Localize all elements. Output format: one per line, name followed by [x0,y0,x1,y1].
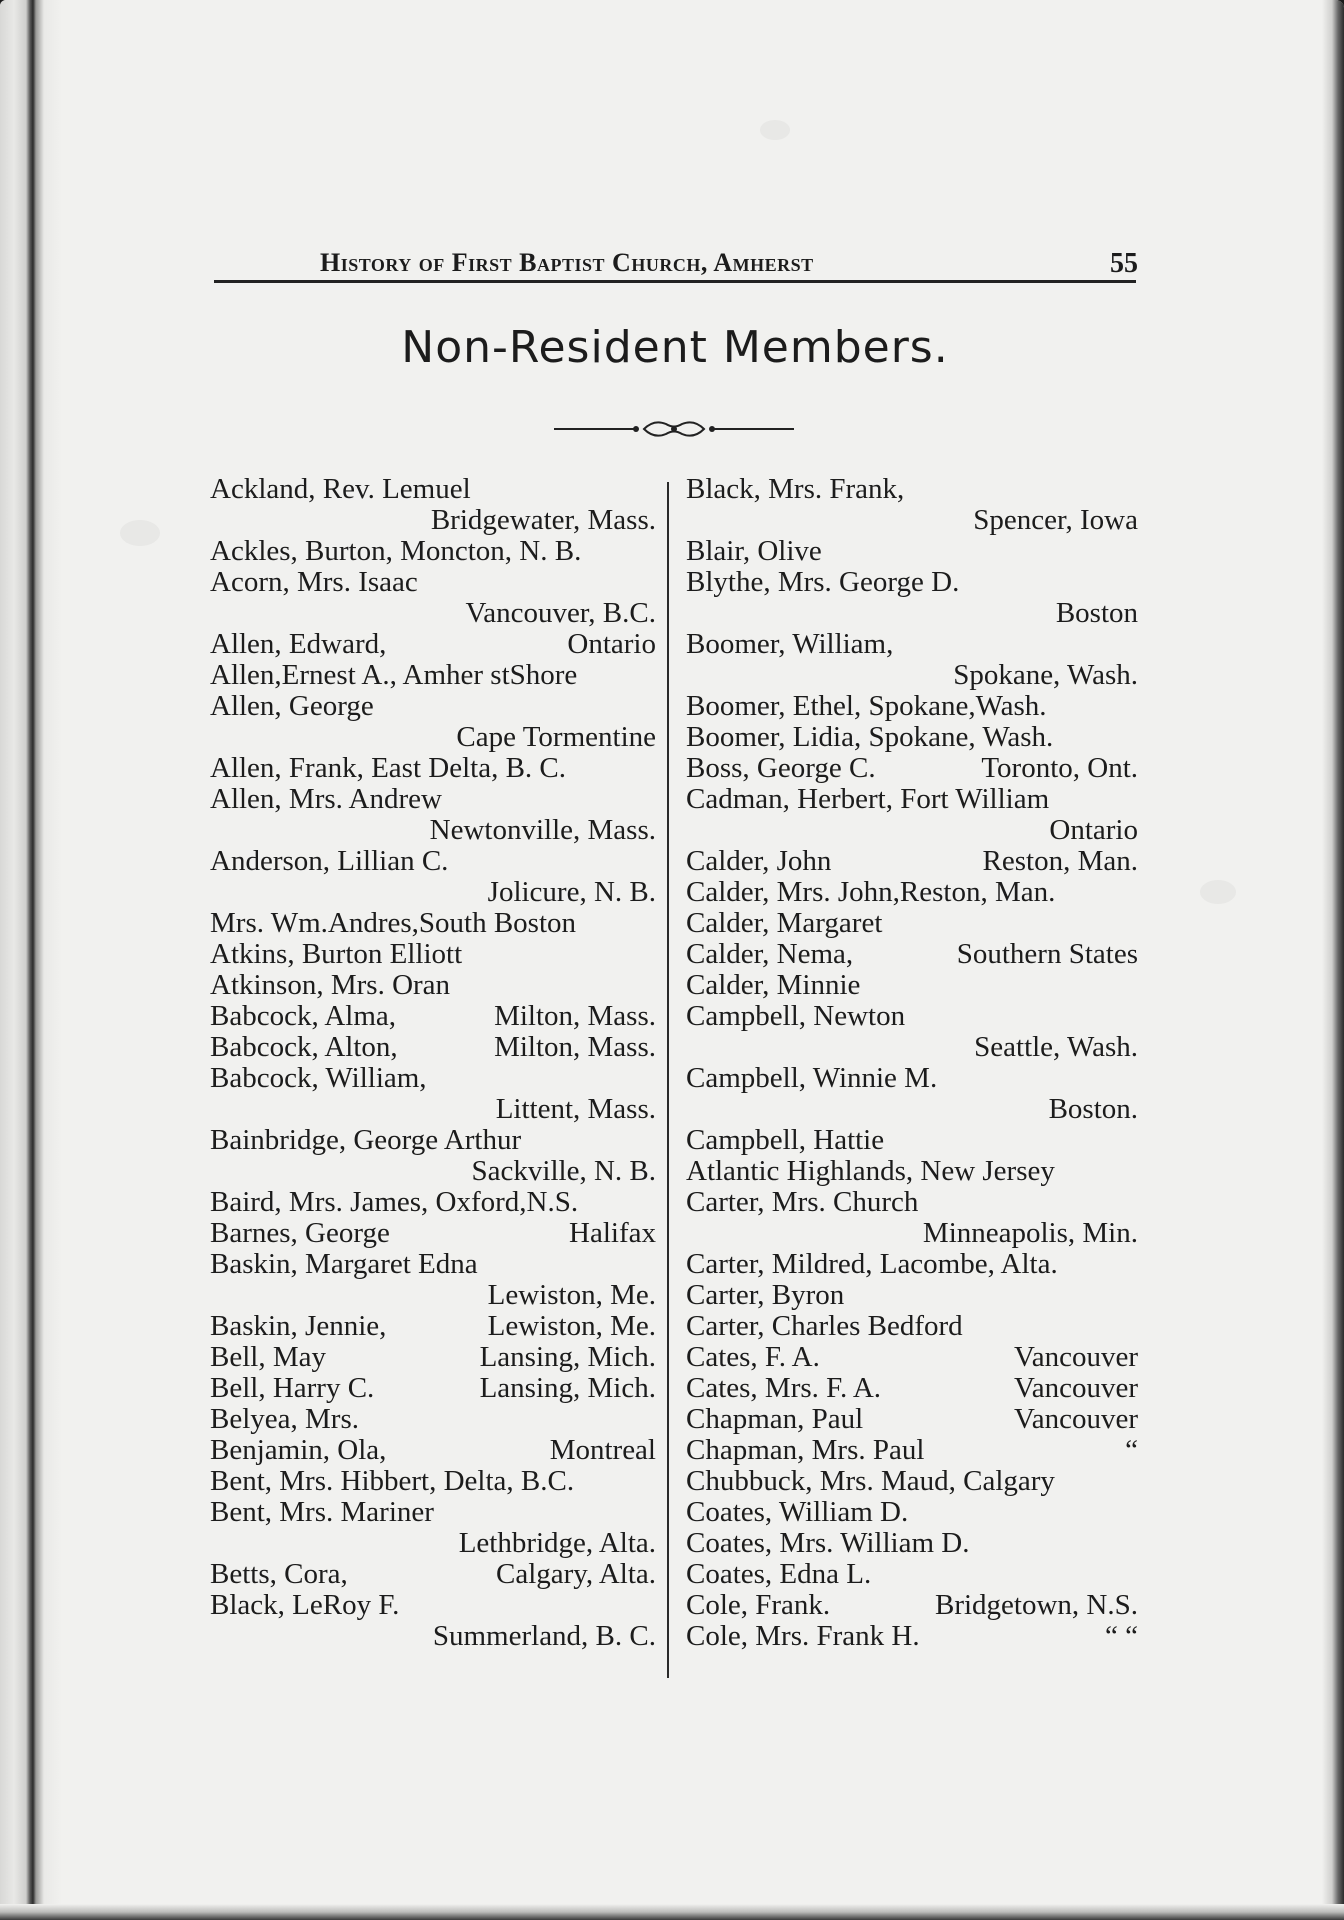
member-entry-line [210,908,656,939]
member-entry [686,1125,1138,1156]
member-entry [210,970,656,1001]
member-entry-line [210,815,656,846]
member-entry-line [210,691,656,722]
member-entry-line [210,1311,656,1342]
member-location: Summerland, B. C. [432,1620,656,1652]
member-name: Bent, Mrs. Mariner [210,1496,434,1528]
member-name: Allen, Edward, [210,628,387,660]
member-entry-line [686,567,1138,598]
member-name: Calder, Mrs. John,Reston, Man. [686,876,1056,908]
member-entry-line [210,1094,656,1125]
member-entry [686,1156,1138,1187]
running-header [212,240,1138,284]
member-entry-line [210,784,656,815]
member-entry-line [686,1218,1138,1249]
member-entry-line [686,1466,1138,1497]
member-entry-line [686,1621,1138,1652]
member-entry [210,1497,656,1559]
ornament-divider [554,414,794,444]
member-location: Bridgewater, Mass. [430,504,656,536]
member-entry [210,691,656,753]
member-name: Anderson, Lillian C. [210,845,449,877]
member-entry-line [686,877,1138,908]
member-name: Cole, Frank. [686,1589,831,1621]
member-entry-line [210,505,656,536]
member-entry-line [686,1497,1138,1528]
member-location: Spokane, Wash. [953,659,1138,691]
member-entry-line [686,505,1138,536]
member-entry-line [210,660,656,691]
member-name: Black, LeRoy F. [210,1589,400,1621]
member-entry-line [686,753,1138,784]
member-entry-line [686,598,1138,629]
member-location: Newtonville, Mass. [429,814,656,846]
member-name: Babcock, Alton, [210,1031,398,1063]
member-name: Baird, Mrs. James, Oxford,N.S. [210,1186,579,1218]
member-name: Campbell, Winnie M. [686,1062,938,1094]
member-location: Calgary, Alta. [496,1558,656,1590]
member-entry [210,1311,656,1342]
section-title: Non-Resident Members. [401,322,949,373]
member-name: Allen, George [210,690,374,722]
paper-spot [760,120,790,140]
member-entry [686,1063,1138,1125]
member-entry [210,1249,656,1311]
member-location: Jolicure, N. B. [487,876,656,908]
member-entry-line [686,1063,1138,1094]
member-entry-line [686,939,1138,970]
member-name: Allen, Mrs. Andrew [210,783,442,815]
member-entry-line [210,1466,656,1497]
member-entry [686,877,1138,908]
member-location: Southern States [956,938,1138,970]
member-entry [210,1342,656,1373]
member-name: Coates, William D. [686,1496,909,1528]
member-entry-line [686,1373,1138,1404]
member-name: Calder, Minnie [686,969,861,1001]
member-entry [686,1311,1138,1342]
member-entry [210,753,656,784]
member-entry-line [686,1590,1138,1621]
member-name: Black, Mrs. Frank, [686,473,905,505]
member-entry-line [210,846,656,877]
member-name: Cole, Mrs. Frank H. [686,1620,920,1652]
member-name: Babcock, Alma, [210,1000,397,1032]
member-entry-line [686,1280,1138,1311]
member-location: Boston. [1048,1093,1138,1125]
member-name: Calder, Nema, [686,938,854,970]
member-entry-line [686,970,1138,1001]
member-entry-line [210,753,656,784]
member-entry-line [210,536,656,567]
member-name: Blair, Olive [686,535,822,567]
member-entry [210,1001,656,1032]
member-location: Cape Tormentine [456,721,656,753]
member-entry-line [686,1032,1138,1063]
member-entry [686,908,1138,939]
member-entry-line [686,1156,1138,1187]
column-divider [667,482,669,1678]
member-name: Calder, John [686,845,832,877]
member-entry-line [210,722,656,753]
member-entry-line [686,1125,1138,1156]
page-edge [1322,0,1344,1920]
member-entry-line [686,1435,1138,1466]
member-entry [686,1001,1138,1063]
member-name: Mrs. Wm.Andres,South Boston [210,907,577,939]
member-entry-line [210,629,656,660]
page-bottom-edge [0,1904,1344,1920]
member-entry [210,908,656,939]
member-name: Barnes, George [210,1217,390,1249]
member-entry-line [210,1497,656,1528]
member-entry-line [686,908,1138,939]
member-name: Coates, Mrs. William D. [686,1527,970,1559]
member-entry [210,1466,656,1497]
member-entry [210,1373,656,1404]
member-entry [686,1621,1138,1652]
member-entry-line [210,1187,656,1218]
member-entry-line [686,1342,1138,1373]
member-location: Seattle, Wash. [974,1031,1138,1063]
member-entry [686,1342,1138,1373]
member-location: Sackville, N. B. [471,1155,656,1187]
member-name: Carter, Charles Bedford [686,1310,963,1342]
member-location: Milton, Mass. [494,1031,656,1063]
member-name: Carter, Mildred, Lacombe, Alta. [686,1248,1058,1280]
member-location: Lethbridge, Alta. [458,1527,656,1559]
member-location: Littent, Mass. [495,1093,656,1125]
member-entry [686,846,1138,877]
member-location: Milton, Mass. [494,1000,656,1032]
member-location: Vancouver, B.C. [465,597,656,629]
member-name: Benjamin, Ola, [210,1434,387,1466]
member-name: Allen,Ernest A., Amher stShore [210,659,578,691]
member-entry [686,970,1138,1001]
member-entry [210,1559,656,1590]
member-name: Baskin, Margaret Edna [210,1248,478,1280]
member-name: Cadman, Herbert, Fort William [686,783,1050,815]
member-entry [686,1559,1138,1590]
member-entry [686,1280,1138,1311]
member-entry [686,1373,1138,1404]
member-name: Cates, F. A. [686,1341,820,1373]
member-name: Calder, Margaret [686,907,883,939]
member-location: Halifax [569,1217,656,1249]
member-entry [686,691,1138,722]
member-name: Acorn, Mrs. Isaac [210,566,418,598]
member-entry [686,1249,1138,1280]
member-entry-line [686,629,1138,660]
member-location: Ontario [1049,814,1138,846]
member-name: Bell, Harry C. [210,1372,375,1404]
member-location: Ontario [567,628,656,660]
member-entry [210,1187,656,1218]
member-entry-line [210,1280,656,1311]
member-location: Lewiston, Me. [487,1279,656,1311]
member-entry [686,567,1138,629]
left-column [210,474,656,1652]
running-header-title [320,248,814,278]
member-location: Boston [1055,597,1138,629]
member-entry-line [686,1001,1138,1032]
member-name: Cates, Mrs. F. A. [686,1372,882,1404]
member-entry-line [210,474,656,505]
member-entry-line [686,784,1138,815]
member-entry [686,1466,1138,1497]
member-entry-line [210,1218,656,1249]
member-name: Atlantic Highlands, New Jersey [686,1155,1055,1187]
member-name: Atkinson, Mrs. Oran [210,969,451,1001]
member-name: Blythe, Mrs. George D. [686,566,960,598]
member-entry-line [210,1435,656,1466]
member-entry [686,1435,1138,1466]
member-entry [686,1497,1138,1528]
member-entry-line [210,567,656,598]
member-name: Boomer, Lidia, Spokane, Wash. [686,721,1054,753]
member-location: Spencer, Iowa [973,504,1138,536]
member-entry [210,1404,656,1435]
member-entry-line [686,1528,1138,1559]
member-entry [210,1125,656,1187]
member-name: Carter, Byron [686,1279,845,1311]
member-entry [210,1218,656,1249]
member-entry-line [210,1373,656,1404]
member-location: Bridgetown, N.S. [935,1589,1138,1621]
member-entry-line [210,1559,656,1590]
header-title-text: History of First Baptist Church, Amherst [320,248,814,277]
member-location: Minneapolis, Min. [922,1217,1138,1249]
member-entry-line [210,1156,656,1187]
member-entry [686,1528,1138,1559]
right-column [686,474,1138,1652]
member-name: Campbell, Hattie [686,1124,885,1156]
member-location: Montreal [549,1434,656,1466]
member-entry [686,784,1138,846]
member-entry [210,1063,656,1125]
member-entry [686,474,1138,536]
member-name: Chubbuck, Mrs. Maud, Calgary [686,1465,1055,1497]
member-entry-line [210,1528,656,1559]
paper-spot [120,520,160,546]
member-entry-line [210,877,656,908]
member-entry-line [686,474,1138,505]
member-entry [686,1187,1138,1249]
member-entry-line [686,1249,1138,1280]
member-name: Baskin, Jennie, [210,1310,387,1342]
member-entry [686,1590,1138,1621]
member-entry [210,784,656,846]
member-location: “ [1125,1434,1138,1466]
member-entry-line [210,1342,656,1373]
member-entry-line [686,815,1138,846]
member-location: “ “ [1105,1620,1138,1652]
member-entry-line [210,1032,656,1063]
member-entry-line [686,1311,1138,1342]
member-entry [210,939,656,970]
member-entry-line [686,722,1138,753]
member-name: Boss, George C. [686,752,876,784]
member-name: Belyea, Mrs. [210,1403,359,1435]
member-name: Bainbridge, George Arthur [210,1124,522,1156]
member-name: Ackles, Burton, Moncton, N. B. [210,535,582,567]
member-entry-line [686,846,1138,877]
member-location: Lansing, Mich. [479,1341,656,1373]
member-entry-line [210,970,656,1001]
member-entry-line [210,1125,656,1156]
member-entry-line [210,1590,656,1621]
member-entry [210,1032,656,1063]
member-entry [686,629,1138,691]
member-entry [210,1590,656,1652]
member-entry [686,753,1138,784]
member-name: Coates, Edna L. [686,1558,872,1590]
page-binding [0,0,62,1920]
member-entry-line [686,1559,1138,1590]
member-name: Allen, Frank, East Delta, B. C. [210,752,567,784]
member-name: Chapman, Paul [686,1403,864,1435]
member-name: Boomer, William, [686,628,894,660]
page-number: 55 [1110,248,1138,279]
member-entry-line [210,1621,656,1652]
member-name: Chapman, Mrs. Paul [686,1434,925,1466]
member-name: Carter, Mrs. Church [686,1186,919,1218]
member-entry-line [210,1001,656,1032]
member-entry-line [210,1404,656,1435]
member-entry [686,1404,1138,1435]
member-entry-line [686,1404,1138,1435]
member-entry-line [686,1187,1138,1218]
member-name: Babcock, William, [210,1062,427,1094]
member-entry-line [210,1249,656,1280]
member-entry-line [686,1094,1138,1125]
member-entry [210,474,656,536]
member-name: Bell, May [210,1341,326,1373]
header-rule [214,280,1136,283]
paper-spot [1200,880,1236,904]
member-entry-line [686,536,1138,567]
member-entry-line [210,939,656,970]
member-name: Atkins, Burton Elliott [210,938,463,970]
member-location: Toronto, Ont. [981,752,1138,784]
member-entry-line [210,598,656,629]
member-entry [686,939,1138,970]
member-entry [686,722,1138,753]
member-name: Boomer, Ethel, Spokane,Wash. [686,690,1047,722]
member-entry-line [686,691,1138,722]
member-name: Campbell, Newton [686,1000,906,1032]
member-name: Bent, Mrs. Hibbert, Delta, B.C. [210,1465,575,1497]
member-entry [210,629,656,660]
member-location: Vancouver [1013,1341,1138,1373]
member-entry [210,846,656,908]
member-location: Lewiston, Me. [487,1310,656,1342]
member-entry [686,536,1138,567]
member-location: Lansing, Mich. [479,1372,656,1404]
member-entry [210,567,656,629]
member-location: Vancouver [1013,1403,1138,1435]
member-entry-line [686,660,1138,691]
member-location: Vancouver [1013,1372,1138,1404]
member-name: Betts, Cora, [210,1558,348,1590]
member-entry [210,1435,656,1466]
member-name: Ackland, Rev. Lemuel [210,473,471,505]
member-entry [210,660,656,691]
member-entry-line [210,1063,656,1094]
member-location: Reston, Man. [982,845,1138,877]
member-entry [210,536,656,567]
